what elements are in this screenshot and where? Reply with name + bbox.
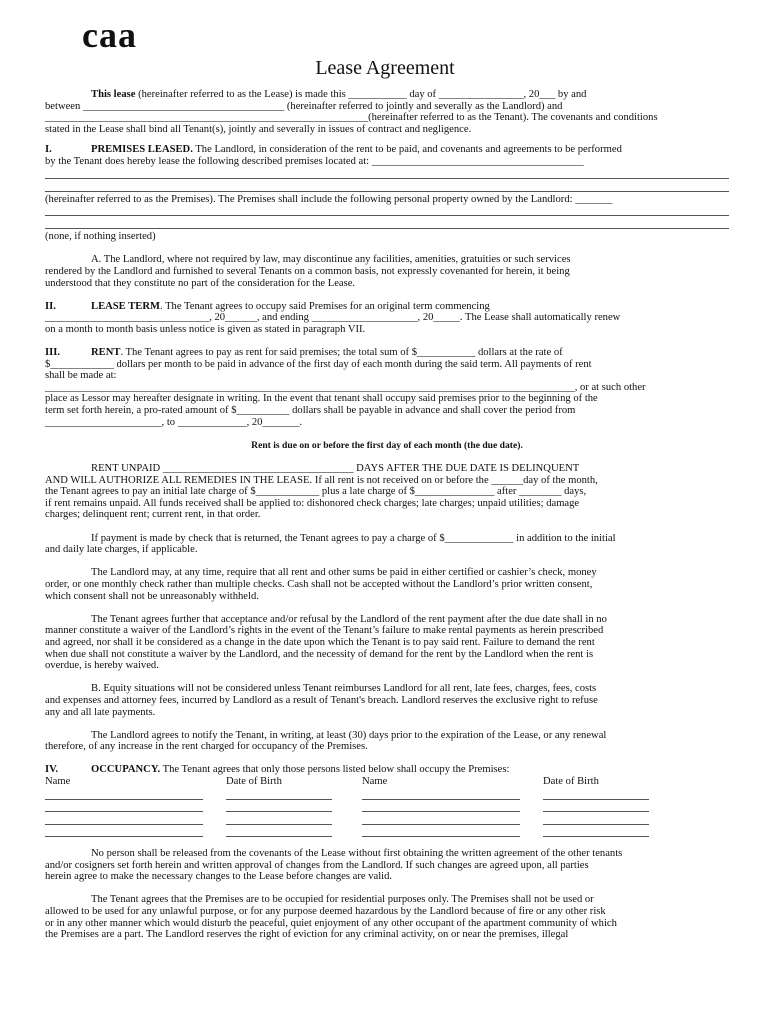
rent-increase-line-2: therefore, of any increase in the rent charged for occupancy of the Premises. [45, 741, 368, 753]
column-header-name: Name [45, 776, 71, 788]
section-3-line-2: $____________ dollars per month to be paid in advance of the first day of each month during the said term. All payments of rent [45, 358, 592, 370]
occupant-name-field[interactable] [362, 814, 520, 825]
section-3-line-5: place as Lessor may hereafter designate in writing. In the event that tenant shall occupy said premises prior to the beginning of the [45, 393, 598, 405]
occupant-name-field[interactable] [362, 789, 520, 800]
check-charge-line-1: If payment is made by check that is returned, the Tenant agrees to pay a charge of $_____________ in addition to the initial [91, 532, 616, 544]
document-body [45, 89, 729, 941]
personal-property-line[interactable] [45, 205, 729, 216]
waiver-line-4: when due shall not constitute a waiver by the Landlord, and the necessity of demand for the rent by the Landlord when the rent is [45, 648, 594, 660]
clause-a-line-3: understood that they constitute no part of the consideration for the Lease. [45, 277, 356, 289]
occupant-name-field[interactable] [362, 801, 520, 812]
release-line-3: herein agree to make the necessary changes to the Lease before changes are valid. [45, 871, 393, 883]
waiver-line-1: The Tenant agrees further that acceptance and/or refusal by the Landlord of the rent payment after the due date shall in no [91, 613, 607, 625]
clause-b-line-2: and expenses and attorney fees, incurred by Landlord as a result of Tenant's breach. Landlord reserves the exclusive right to refuse [45, 694, 598, 706]
column-header-dob: Date of Birth [226, 776, 282, 788]
section-3-heading-line: III. RENT. The Tenant agrees to pay as rent for said premises; the total sum of $___________ dollars at the rate of [45, 347, 563, 359]
section-3-line-7: ______________________, to _____________, 20_______. [45, 416, 303, 428]
occupant-dob-field[interactable] [543, 789, 649, 800]
rent-unpaid-line-2: AND WILL AUTHORIZE ALL REMEDIES IN THE LEASE. If all rent is not received on or before the ______day of the month, [45, 474, 598, 486]
occupant-name-field[interactable] [45, 814, 203, 825]
section-2-line-3: on a month to month basis unless notice is given as stated in paragraph VII. [45, 323, 366, 335]
section-1-line-4: (none, if nothing inserted) [45, 231, 156, 243]
clause-b-line-3: any and all late payments. [45, 706, 156, 718]
intro-line-1: This lease (hereinafter referred to as the Lease) is made this ___________ day of ________________, 20___ by and [91, 89, 587, 100]
payment-method-line-1: The Landlord may, at any time, require that all rent and other sums be paid in either certified or cashier’s check, money [91, 567, 597, 579]
intro-line-4: stated in the Lease shall bind all Tenant(s), jointly and severally in issues of contract and negligence. [45, 123, 472, 135]
release-line-2: and/or cosigners set forth herein and written approval of changes from the Landlord. If such changes are agreed upon, all parties [45, 859, 589, 871]
personal-property-line[interactable] [45, 218, 729, 229]
section-4-heading-line: IV. OCCUPANCY. The Tenant agrees that only those persons listed below shall occupy the Premises: [45, 764, 510, 776]
intro-line-2: between ______________________________________ (hereinafter referred to jointly and severally as the Landlord) and [45, 100, 563, 112]
section-2-heading-line: II. LEASE TERM. The Tenant agrees to occupy said Premises for an original term commencing [45, 300, 490, 312]
occupant-dob-field[interactable] [543, 814, 649, 825]
rent-unpaid-line-4: if rent remains unpaid. All funds received shall be applied to: dishonored check charges; late charges; unpaid utilities; damage [45, 497, 580, 509]
occupant-dob-field[interactable] [543, 826, 649, 837]
occupant-name-field[interactable] [45, 789, 203, 800]
company-logo: caa [82, 15, 137, 55]
clause-b-line-1: B. Equity situations will not be considered unless Tenant reimburses Landlord for all rent, late fees, charges, fees, costs [91, 683, 597, 695]
payment-method-line-3: which consent shall not be unreasonably withheld. [45, 590, 259, 602]
occupant-name-field[interactable] [362, 826, 520, 837]
rent-unpaid-line-5: charges; delinquent rent; current rent, in that order. [45, 509, 261, 521]
column-header-name: Name [362, 776, 388, 788]
payment-method-line-2: order, or one monthly check rather than multiple checks. Cash shall not be accepted without the Landlord’s prior written consent, [45, 578, 593, 590]
rent-increase-line-1: The Landlord agrees to notify the Tenant, in writing, at least (30) days prior to the expiration of the Lease, or any renewal [91, 729, 607, 741]
residential-use-line-3: or in any other manner which would disturb the peaceful, quiet enjoyment of any other occupant of the apartment community of which [45, 917, 617, 929]
residential-use-line-1: The Tenant agrees that the Premises are to be occupied for residential purposes only. The Premises shall not be used or [91, 894, 594, 906]
section-1-line-2: by the Tenant does hereby lease the following described premises located at: ________________________________________ [45, 155, 584, 167]
occupant-dob-field[interactable] [226, 814, 332, 825]
residential-use-line-2: allowed to be used for any unlawful purpose, or for any purpose deemed hazardous by the Landlord because of fire or any other risk [45, 906, 606, 917]
rent-due-notice: Rent is due on or before the first day of each month (the due date). [251, 439, 523, 451]
section-1-line-3: (hereinafter referred to as the Premises). The Premises shall include the following personal property owned by the Landlord: _______ [45, 193, 613, 205]
release-line-1: No person shall be released from the covenants of the Lease without first obtaining the written agreement of the other tenants [91, 848, 623, 860]
premises-address-line[interactable] [45, 168, 729, 179]
section-1-heading-line: I. PREMISES LEASED. The Landlord, in consideration of the rent to be paid, and covenants and agreements to be performed [45, 144, 622, 156]
section-2-line-2: _______________________________, 20______, and ending ____________________, 20_____. The Lease shall automatically renew [45, 312, 621, 324]
occupant-dob-field[interactable] [226, 826, 332, 837]
occupant-dob-field[interactable] [226, 801, 332, 812]
section-3-line-6: term set forth herein, a pro-rated amount of $__________ dollars shall be payable in advance and shall cover the period from [45, 405, 576, 417]
waiver-line-3: and agreed, nor shall it be considered as a change in the date upon which the Tenant is to pay said rent. Failure to demand the rent [45, 636, 595, 648]
section-3-line-3: shall be made at: [45, 370, 117, 382]
rent-unpaid-line-3: the Tenant agrees to pay an initial late charge of $____________ plus a late charge of $_______________ after ________ days, [45, 486, 587, 498]
occupant-dob-field[interactable] [543, 801, 649, 812]
occupant-dob-field[interactable] [226, 789, 332, 800]
column-header-dob: Date of Birth [543, 776, 599, 788]
occupant-name-field[interactable] [45, 801, 203, 812]
clause-a-line-2: rendered by the Landlord and furnished to several Tenants on a common basis, not expressly covenanted for herein, it being [45, 265, 570, 277]
premises-address-line[interactable] [45, 181, 729, 192]
clause-a-line-1: A. The Landlord, where not required by law, may discontinue any facilities, amenities, gratuities or such services [91, 254, 571, 266]
occupants-table [45, 776, 729, 839]
waiver-line-5: overdue, is hereby waived. [45, 660, 159, 672]
occupant-name-field[interactable] [45, 826, 203, 837]
rent-unpaid-line-1: RENT UNPAID ____________________________________ DAYS AFTER THE DUE DATE IS DELINQUENT [91, 463, 580, 475]
check-charge-line-2: and daily late charges, if applicable. [45, 544, 198, 556]
page-title: Lease Agreement [315, 57, 455, 79]
residential-use-line-4: the Premises are a part. The Landlord reserves the right of eviction for any criminal activity, on or near the premises, illegal [45, 929, 569, 941]
waiver-line-2: manner constitute a waiver of the Landlord’s rights in the event of the Tenant’s failure to make rental payments as herein prescribed [45, 625, 604, 637]
section-3-line-4: ____________________________________________________________________________________________________, or at such other [45, 381, 646, 393]
intro-line-3: _____________________________________________________________(hereinafter referred to as the Tenant). The covenants and conditions [45, 112, 658, 124]
